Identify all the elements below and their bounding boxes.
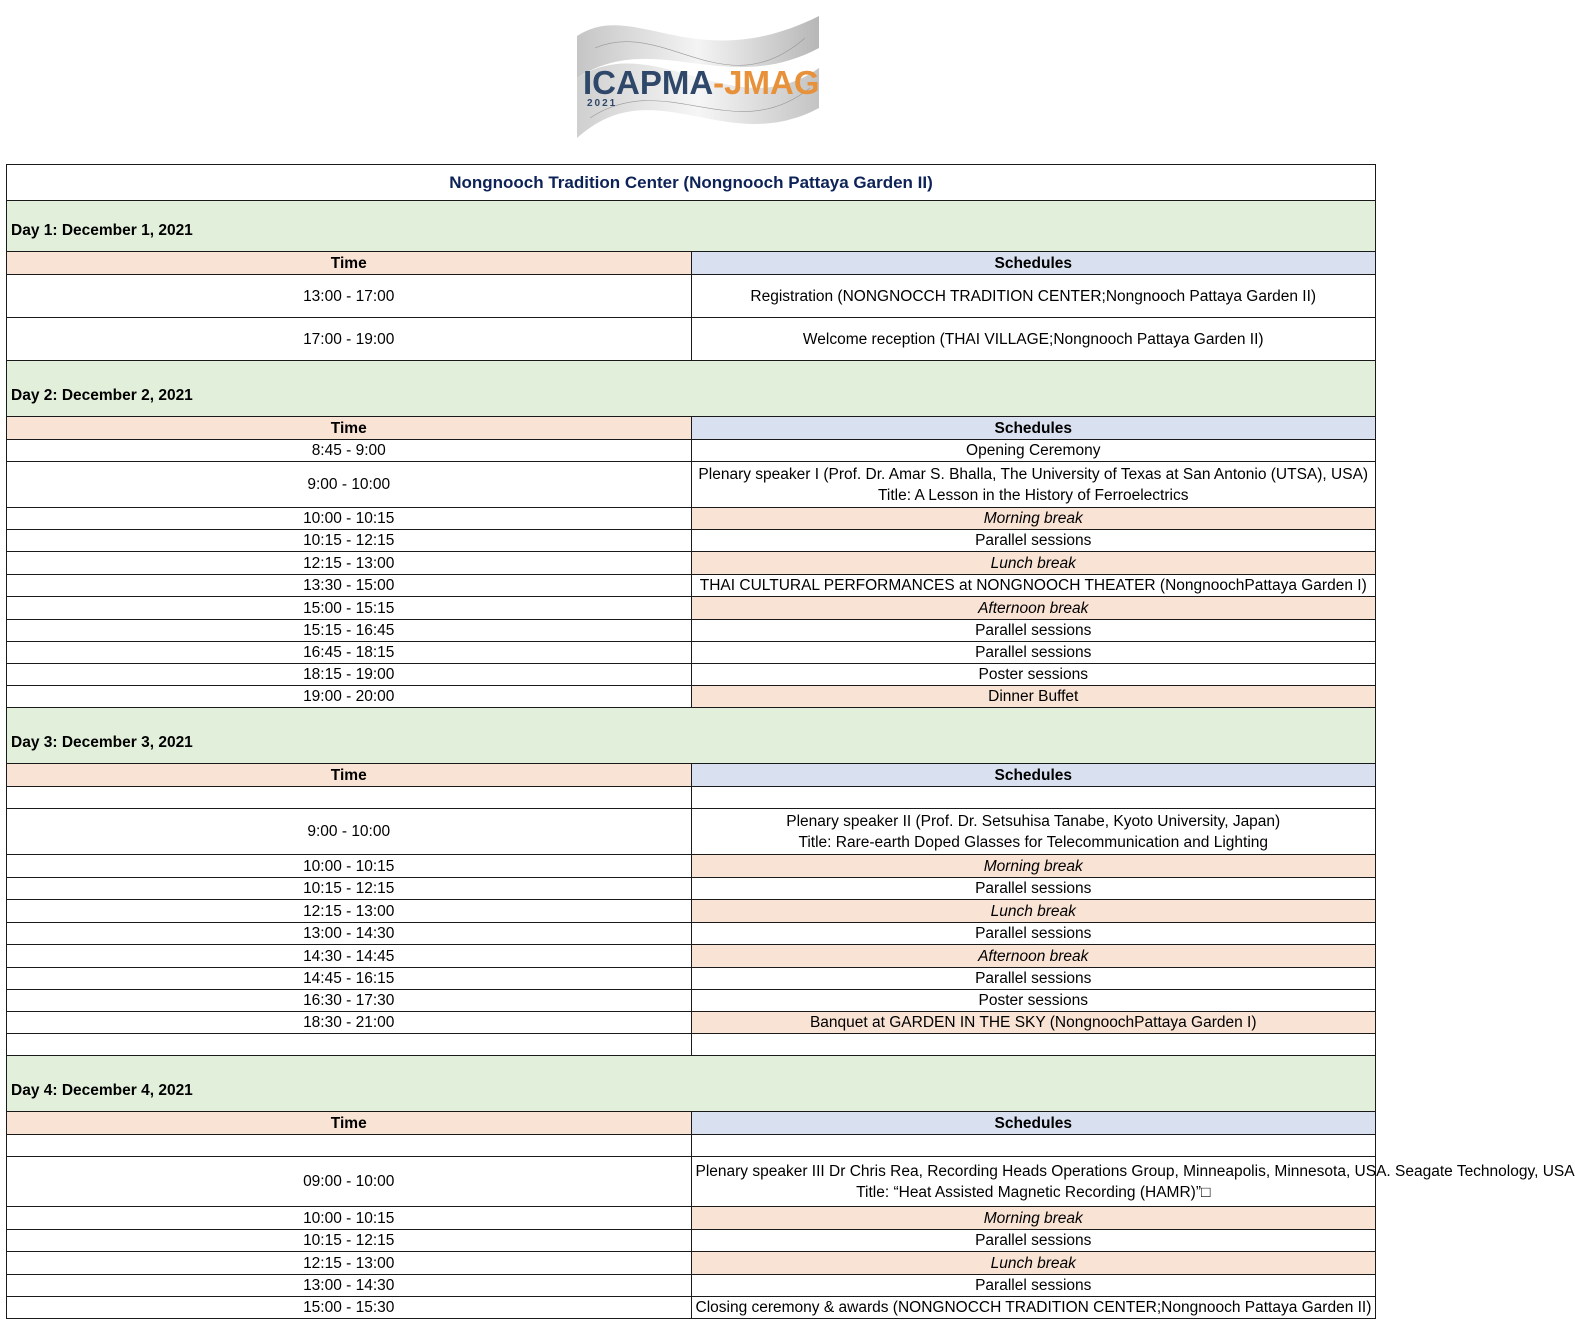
time-cell: 15:15 - 16:45 (7, 620, 692, 642)
event-cell (691, 1207, 1376, 1230)
time-cell: 18:30 - 21:00 (7, 1012, 692, 1034)
event-cell (691, 686, 1376, 708)
schedule-row (7, 1275, 1376, 1297)
event-text: Parallel sessions (975, 532, 1092, 549)
event-cell (691, 878, 1376, 900)
time-header: Time (7, 764, 692, 787)
event-text: Poster sessions (978, 666, 1088, 683)
schedule-row (7, 990, 1376, 1012)
schedule-row (7, 900, 1376, 923)
venue-title: Nongnooch Tradition Center (Nongnooch Pattaya Garden II) (7, 165, 1376, 201)
time-cell: 18:15 - 19:00 (7, 664, 692, 686)
time-cell: 13:00 - 14:30 (7, 923, 692, 945)
schedule-row (7, 809, 1376, 855)
event-cell (691, 900, 1376, 923)
event-cell (691, 1230, 1376, 1252)
logo-year: 2021 (587, 98, 618, 109)
time-cell: 10:15 - 12:15 (7, 1230, 692, 1252)
event-cell (691, 462, 1376, 508)
event-cell (691, 642, 1376, 664)
event-text: Parallel sessions (975, 1277, 1092, 1294)
event-text: Parallel sessions (975, 880, 1092, 897)
event-cell (691, 1034, 1376, 1056)
event-cell (691, 968, 1376, 990)
event-cell (691, 620, 1376, 642)
day-title: Day 3: December 3, 2021 (7, 708, 1376, 764)
schedule-row (7, 440, 1376, 462)
event-cell (691, 440, 1376, 462)
event-text: Afternoon break (978, 599, 1089, 617)
day-row (7, 361, 1376, 417)
schedules-header: Schedules (691, 764, 1376, 787)
conference-logo (575, 8, 821, 152)
event-cell (691, 552, 1376, 575)
event-text: Plenary speaker II (Prof. Dr. Setsuhisa Tanabe, Kyoto University, Japan) (786, 812, 1281, 830)
time-cell: 10:15 - 12:15 (7, 878, 692, 900)
event-text: Lunch break (990, 902, 1076, 920)
event-subtitle: Title: “Heat Assisted Magnetic Recording (HAMR)”□ (856, 1183, 1211, 1201)
schedule-row (7, 318, 1376, 361)
schedule-row (7, 1230, 1376, 1252)
event-cell (691, 664, 1376, 686)
schedule-row (7, 945, 1376, 968)
time-cell: 10:00 - 10:15 (7, 508, 692, 530)
schedule-row (7, 530, 1376, 552)
event-text: Lunch break (990, 554, 1076, 572)
time-cell: 19:00 - 20:00 (7, 686, 692, 708)
event-cell (691, 787, 1376, 809)
event-text: Parallel sessions (975, 622, 1092, 639)
event-cell (691, 318, 1376, 361)
time-cell: 10:00 - 10:15 (7, 855, 692, 878)
schedules-header: Schedules (691, 417, 1376, 440)
time-cell: 14:30 - 14:45 (7, 945, 692, 968)
schedule-row (7, 1034, 1376, 1056)
event-text: Morning break (983, 510, 1083, 527)
event-cell (691, 1135, 1376, 1157)
event-text: Plenary speaker III Dr Chris Rea, Recording Heads Operations Group, Minneapolis, Minnesota, USA. Seagate Technology, USA (695, 1162, 1575, 1180)
time-cell: 9:00 - 10:00 (7, 809, 692, 855)
header-row (7, 1112, 1376, 1135)
schedule-row (7, 878, 1376, 900)
time-header: Time (7, 1112, 692, 1135)
schedule-row (7, 1012, 1376, 1034)
time-cell: 16:30 - 17:30 (7, 990, 692, 1012)
schedule-table (6, 164, 1575, 1319)
time-cell: 13:00 - 17:00 (7, 275, 692, 318)
schedule-row (7, 508, 1376, 530)
event-cell (691, 855, 1376, 878)
event-subtitle: Title: A Lesson in the History of Ferroelectrics (878, 486, 1189, 504)
event-cell (691, 597, 1376, 620)
event-text: Banquet at GARDEN IN THE SKY (NongnoochPattaya Garden I) (809, 1014, 1257, 1031)
time-cell (7, 787, 692, 809)
event-text: Parallel sessions (975, 970, 1092, 987)
event-subtitle: Title: Rare-earth Doped Glasses for Telecommunication and Lighting (798, 833, 1269, 851)
event-text: Parallel sessions (975, 925, 1092, 942)
event-cell (691, 1297, 1376, 1319)
time-cell: 14:45 - 16:15 (7, 968, 692, 990)
logo-graphic (575, 8, 821, 152)
event-text: Poster sessions (978, 992, 1088, 1009)
day-row (7, 201, 1376, 252)
time-cell: 17:00 - 19:00 (7, 318, 692, 361)
schedule-row (7, 664, 1376, 686)
header-row (7, 764, 1376, 787)
schedule-row (7, 275, 1376, 318)
schedule-row (7, 1297, 1376, 1319)
time-cell: 13:00 - 14:30 (7, 1275, 692, 1297)
schedule-row (7, 855, 1376, 878)
time-cell: 13:30 - 15:00 (7, 575, 692, 597)
day-title: Day 4: December 4, 2021 (7, 1056, 1376, 1112)
time-cell: 15:00 - 15:30 (7, 1297, 692, 1319)
event-text: Plenary speaker I (Prof. Dr. Amar S. Bhalla, The University of Texas at San Antonio (UTSA), USA) (698, 465, 1369, 483)
schedule-row (7, 1207, 1376, 1230)
event-cell (691, 1275, 1376, 1297)
event-cell (691, 530, 1376, 552)
time-cell: 16:45 - 18:15 (7, 642, 692, 664)
logo-wordmark: ICAPMA-JMAG (583, 64, 820, 101)
time-cell: 8:45 - 9:00 (7, 440, 692, 462)
event-cell (691, 575, 1376, 597)
event-cell (691, 508, 1376, 530)
schedule-row (7, 968, 1376, 990)
time-cell: 9:00 - 10:00 (7, 462, 692, 508)
event-text: Parallel sessions (975, 644, 1092, 661)
event-text: Opening Ceremony (966, 442, 1101, 459)
schedule-row (7, 642, 1376, 664)
time-cell: 10:15 - 12:15 (7, 530, 692, 552)
schedule-row (7, 1135, 1376, 1157)
day-row (7, 1056, 1376, 1112)
time-cell: 12:15 - 13:00 (7, 1252, 692, 1275)
event-cell (691, 1252, 1376, 1275)
time-cell: 09:00 - 10:00 (7, 1157, 692, 1207)
event-cell (691, 1012, 1376, 1034)
header-row (7, 417, 1376, 440)
schedule-row (7, 1157, 1376, 1207)
event-cell (691, 809, 1376, 855)
event-cell (691, 945, 1376, 968)
event-cell (691, 923, 1376, 945)
time-header: Time (7, 417, 692, 440)
venue-title-row (7, 165, 1376, 201)
schedule-row (7, 1252, 1376, 1275)
schedule-row (7, 787, 1376, 809)
event-cell (691, 990, 1376, 1012)
event-text: Afternoon break (978, 947, 1089, 965)
time-cell: 15:00 - 15:15 (7, 597, 692, 620)
schedule-row (7, 620, 1376, 642)
time-cell (7, 1034, 692, 1056)
schedule-row (7, 552, 1376, 575)
schedules-header: Schedules (691, 252, 1376, 275)
schedule-row (7, 462, 1376, 508)
event-text: Lunch break (990, 1254, 1076, 1272)
time-cell (7, 1135, 692, 1157)
event-text: Morning break (983, 857, 1083, 875)
event-cell (691, 275, 1376, 318)
schedule-row (7, 575, 1376, 597)
schedule-row (7, 686, 1376, 708)
day-title: Day 1: December 1, 2021 (7, 201, 1376, 252)
event-text: Parallel sessions (975, 1232, 1092, 1249)
time-header: Time (7, 252, 692, 275)
event-text: Welcome reception (THAI VILLAGE;Nongnooch Pattaya Garden II) (802, 330, 1264, 348)
event-cell (691, 1157, 1575, 1207)
event-text: Dinner Buffet (988, 688, 1079, 705)
event-text: Morning break (983, 1209, 1083, 1227)
schedules-header: Schedules (691, 1112, 1376, 1135)
time-cell: 12:15 - 13:00 (7, 552, 692, 575)
day-title: Day 2: December 2, 2021 (7, 361, 1376, 417)
schedule-row (7, 597, 1376, 620)
time-cell: 10:00 - 10:15 (7, 1207, 692, 1230)
event-text: THAI CULTURAL PERFORMANCES at NONGNOOCH THEATER (NongnoochPattaya Garden I) (699, 577, 1367, 594)
schedule-row (7, 923, 1376, 945)
header-row (7, 252, 1376, 275)
time-cell: 12:15 - 13:00 (7, 900, 692, 923)
event-text: Registration (NONGNOCCH TRADITION CENTER;Nongnooch Pattaya Garden II) (750, 287, 1317, 305)
day-row (7, 708, 1376, 764)
event-text: Closing ceremony & awards (NONGNOCCH TRADITION CENTER;Nongnooch Pattaya Garden II) (695, 1299, 1372, 1316)
